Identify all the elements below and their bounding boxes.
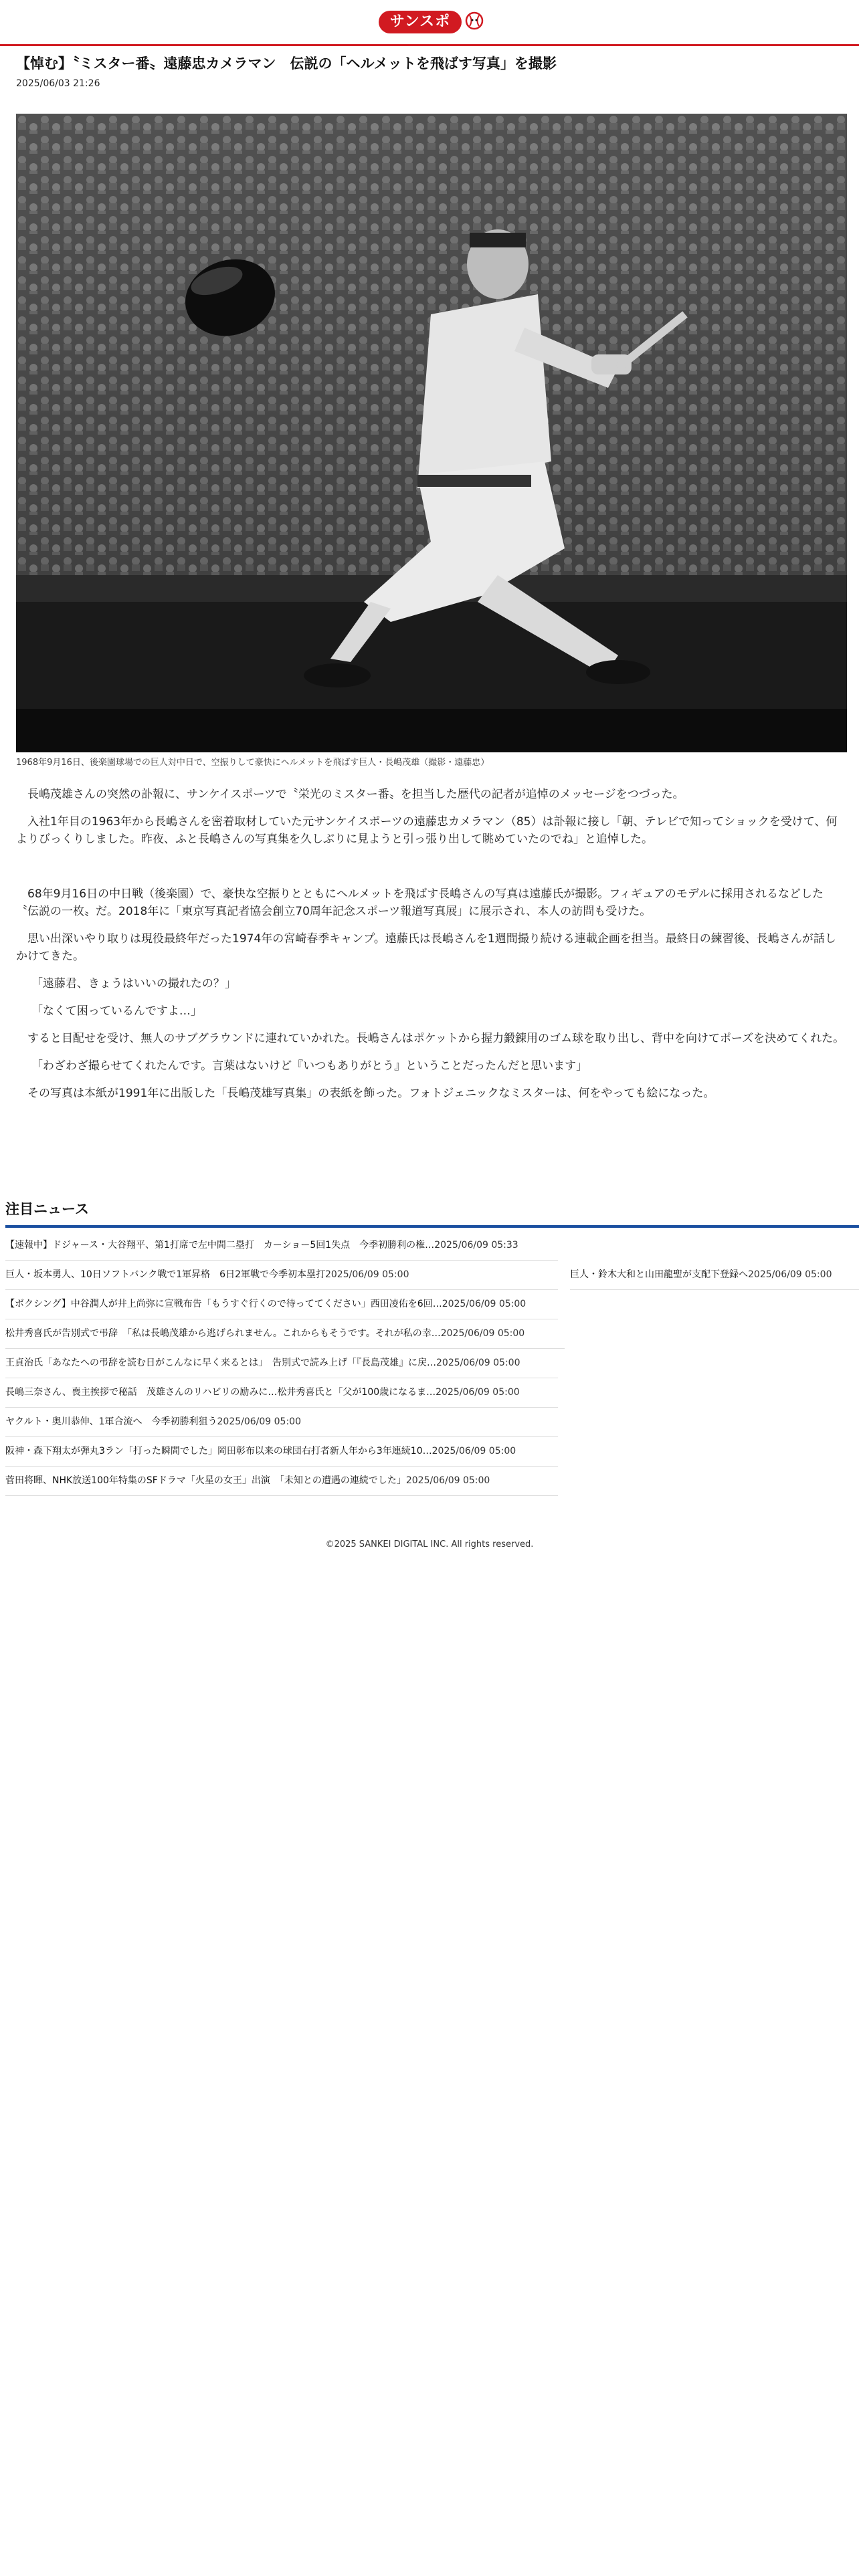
news-item[interactable] (5, 1319, 565, 1349)
news-headline: 長嶋三奈さん、喪主挨拶で秘話 茂雄さんのリハビリの励みに…松井秀喜氏と「父が100歳になるま… (5, 1387, 436, 1398)
article-paragraph: 入社1年目の1963年から長嶋さんを密着取材していた元サンケイスポーツの遠藤忠カメラマン（85）は訃報に接し「朝、テレビで知ってショックを受けて、何よりびっくりしました。昨夜、ふと長嶋さんの写真集を久しぶりに見ようと引っ張り出して眺めていたのでね」と追悼した。 (16, 815, 838, 846)
news-time: 2025/06/09 05:00 (748, 1269, 832, 1280)
article-paragraph: 68年9月16日の中日戦（後楽園）で、豪快な空振りとともにヘルメットを飛ばす長嶋さんの写真は遠藤氏が撮影。フィギュアのモデルに採用されるなどした〝伝説の一枚〟だ。2018年に「東京写真記者協会創立70周年記念スポーツ報道写真展」に展示され、本人の訪問も受けた。 (16, 887, 824, 918)
logo-text: サンスポ (389, 13, 451, 30)
copyright: ©2025 SANKEI DIGITAL INC. All rights reserved. (325, 1539, 534, 1549)
news-time: 2025/06/09 05:00 (324, 1269, 409, 1280)
article-photo (16, 114, 847, 752)
news-item[interactable] (5, 1407, 558, 1437)
news-time: 2025/06/09 05:00 (436, 1358, 520, 1368)
article-paragraph: 「わざわざ撮らせてくれたんです。言葉はないけど『いつもありがとう』ということだったんだと思います」 (31, 1059, 588, 1073)
photo-caption: 1968年9月16日、後楽園球場での巨人対中日で、空振りして豪快にヘルメットを飛ばす巨人・長嶋茂雄（撮影・遠藤忠） (16, 758, 490, 768)
article-date: 2025/06/03 21:26 (16, 78, 100, 89)
news-time: 2025/06/09 05:00 (405, 1475, 490, 1486)
news-headline: 阪神・森下翔太が弾丸3ラン「打った瞬間でした」岡田彰布以来の球団右打者新人年から3年連続10… (5, 1446, 432, 1457)
news-item[interactable] (5, 1348, 558, 1378)
news-headline: 【ボクシング】中谷潤人が井上尚弥に宣戦布告「もうすぐ行くので待っててください」西田凌佑を6回… (5, 1299, 442, 1309)
news-time: 2025/06/09 05:00 (442, 1299, 527, 1309)
news-time: 2025/06/09 05:00 (436, 1387, 520, 1398)
baseball-icon (464, 10, 484, 30)
news-item[interactable] (5, 1378, 558, 1408)
news-headline: 松井秀喜氏が告別式で弔辞 「私は長嶋茂雄から逃げられません。これからもそうです。それが私の幸… (5, 1328, 441, 1339)
news-item[interactable] (570, 1260, 859, 1290)
news-headline: 【速報中】ドジャース・大谷翔平、第1打席で左中間二塁打 カーショー5回1失点 今季初勝利の権… (5, 1240, 435, 1251)
news-time: 2025/06/09 05:33 (434, 1240, 518, 1251)
article-title: 【悼む】〝ミスター番〟遠藤忠カメラマン 伝説の「ヘルメットを飛ばす写真」を撮影 (16, 56, 557, 72)
article-paragraph: すると目配せを受け、無人のサブグラウンドに連れていかれた。長嶋さんはポケットから握力鍛錬用のゴム球を取り出し、背中を向けてポーズを決めてくれた。 (27, 1032, 845, 1045)
news-item[interactable] (5, 1230, 558, 1261)
article-body (16, 786, 846, 1112)
site-logo[interactable] (379, 8, 486, 35)
news-time: 2025/06/09 05:00 (217, 1416, 301, 1427)
trending-divider (5, 1225, 859, 1228)
news-headline: ヤクルト・奥川恭伸、1軍合流へ 今季初勝利狙う (5, 1416, 217, 1427)
news-item[interactable] (5, 1289, 558, 1319)
news-time: 2025/06/09 05:00 (440, 1328, 525, 1339)
site-header (0, 0, 859, 46)
news-item[interactable] (5, 1436, 558, 1467)
article-paragraph: 「なくて困っているんですよ…」 (31, 1004, 202, 1018)
article-paragraph: 思い出深いやり取りは現役最終年だった1974年の宮崎春季キャンプ。遠藤氏は長嶋さんを1週間撮り続ける連載企画を担当。最終日の練習後、長嶋さんが話しかけてきた。 (16, 932, 836, 963)
article-paragraph: 「遠藤君、きょうはいいの撮れたの？」 (31, 977, 236, 990)
news-headline: 巨人・鈴木大和と山田龍聖が支配下登録へ (570, 1269, 748, 1280)
news-time: 2025/06/09 05:00 (432, 1446, 516, 1457)
news-headline: 菅田将暉、NHK放送100年特集のSFドラマ「火星の女王」出演 「未知との遭遇の連続でした」 (5, 1475, 406, 1486)
news-headline: 王貞治氏「あなたへの弔辞を読む日がこんなに早く来るとは」 告別式で読み上げ「『長島茂雄』に戻… (5, 1358, 436, 1368)
article-paragraph: 長嶋茂雄さんの突然の訃報に、サンケイスポーツで〝栄光のミスター番〟を担当した歴代の記者が追悼のメッセージをつづった。 (27, 788, 684, 801)
news-headline: 巨人・坂本勇人、10日ソフトバンク戦で1軍昇格 6日2軍戦で今季初本塁打 (5, 1269, 325, 1280)
news-item[interactable] (5, 1466, 558, 1496)
news-item[interactable] (5, 1260, 558, 1290)
article-paragraph: その写真は本紙が1991年に出版した「長嶋茂雄写真集」の表紙を飾った。フォトジェニックなミスターは、何をやっても絵になった。 (27, 1087, 715, 1100)
trending-title: 注目ニュース (5, 1201, 89, 1217)
